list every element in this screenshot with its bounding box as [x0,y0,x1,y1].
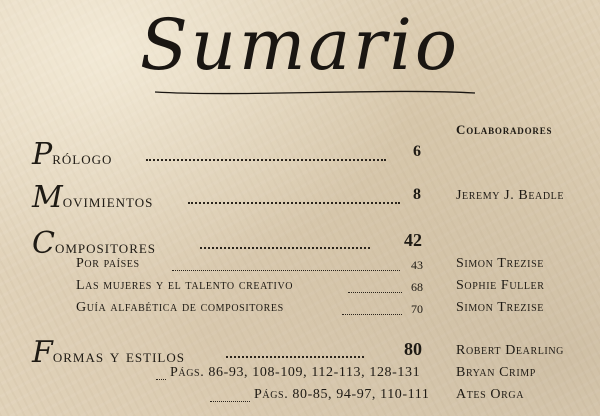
page-title: Sumario [139,4,461,86]
collaborator-name: Sophie Fuller [456,278,545,293]
page-number: 42 [404,230,422,250]
collaborator-name: Jeremy J. Beadle [456,188,565,203]
dot-leader [146,159,386,161]
subsection-label[interactable]: Guía alfabética de compositores [76,300,284,315]
subsection-page: 68 [411,280,423,294]
subsection-label[interactable]: Págs. 80-85, 94-97, 110-111 [254,387,430,402]
page-number: 8 [413,186,421,203]
collaborator-name: Bryan Crimp [456,365,536,380]
title-flourish [150,88,480,96]
subsection-label[interactable]: Por países [76,256,140,271]
section-initial: C [32,226,55,261]
dot-leader [226,356,364,358]
section-initial: F [32,335,53,370]
subsection-label[interactable]: Págs. 86-93, 108-109, 112-113, 128-131 [170,365,421,380]
dot-leader [172,270,400,271]
section-heading-prologo[interactable] [32,137,112,172]
section-title: ovimientos [62,191,154,212]
section-title: ormas y estilos [52,346,185,367]
section-title: rólogo [52,148,113,169]
collaborator-name: Simon Trezise [456,256,544,271]
page-number: 80 [404,339,422,359]
dot-leader [156,379,166,380]
dot-leader [200,247,370,249]
subsection-page: 43 [411,258,423,272]
section-initial: P [32,137,53,172]
collaborator-name: Ates Orga [456,387,525,402]
subsection-label[interactable]: Las mujeres y el talento creativo [76,278,294,293]
dot-leader [188,202,400,204]
page-number: 6 [413,143,421,160]
collaborator-name: Robert Dearling [456,343,565,358]
dot-leader [210,401,250,402]
dot-leader [348,292,402,293]
section-heading-movimientos[interactable] [32,180,153,215]
dot-leader [342,314,402,315]
section-initial: M [32,180,63,215]
subsection-page: 70 [411,302,423,316]
collaborator-name: Simon Trezise [456,300,544,315]
section-title: ompositores [54,237,157,258]
collaborators-heading: Colaboradores [456,122,553,137]
section-heading-formas-y-estilos[interactable] [32,335,185,370]
